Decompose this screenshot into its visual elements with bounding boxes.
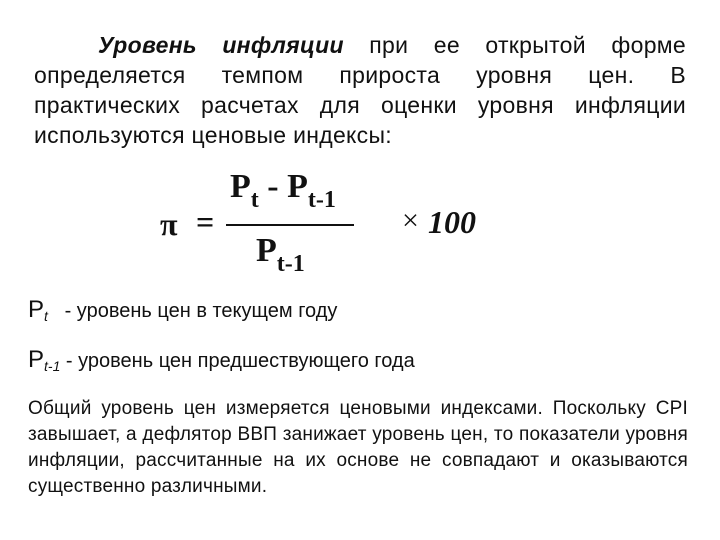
- inflation-formula: [160, 168, 490, 294]
- formula-numerator: [228, 168, 336, 214]
- intro-paragraph: [34, 30, 686, 150]
- formula-equals: =: [196, 204, 215, 240]
- denominator-p: P: [256, 232, 277, 269]
- definition-current-price: [28, 296, 337, 324]
- numerator-p-previous: P: [287, 168, 308, 205]
- numerator-p-current: P: [230, 168, 251, 205]
- definition-symbol: P: [28, 346, 45, 373]
- formula-times: ×: [402, 204, 419, 237]
- fraction-bar: [226, 224, 354, 226]
- denominator-sub: t-1: [276, 251, 305, 277]
- intro-text: при ее открытой форме определяется темпом прироста уровня цен. В практических расчетах для оценки уровня инфляции используются ценовые индексы:: [34, 32, 686, 148]
- formula-denominator: [256, 232, 305, 278]
- formula-hundred: 100: [428, 204, 476, 240]
- numerator-minus: -: [258, 168, 288, 205]
- definition-text: - уровень цен в текущем году: [64, 300, 338, 322]
- outro-paragraph: Общий уровень цен измеряется ценовыми индексами. Поскольку CPI завышает, а дефлятор ВВП занижает уровень цен, то показатели уровня инфляции, рассчитанные на их основе не совпадают и оказываются существенно различными.: [28, 398, 688, 497]
- numerator-sub-previous: t-1: [307, 187, 336, 213]
- numerator-sub-current: t: [250, 187, 259, 213]
- formula-pi: π: [160, 206, 178, 242]
- definition-text: - уровень цен предшествующего года: [65, 350, 415, 372]
- definition-previous-price: [28, 346, 415, 374]
- definition-subscript: t-1: [44, 358, 61, 374]
- definition-symbol: P: [28, 296, 45, 323]
- definition-subscript: t: [44, 308, 48, 324]
- inflation-term: Уровень инфляции: [98, 32, 344, 58]
